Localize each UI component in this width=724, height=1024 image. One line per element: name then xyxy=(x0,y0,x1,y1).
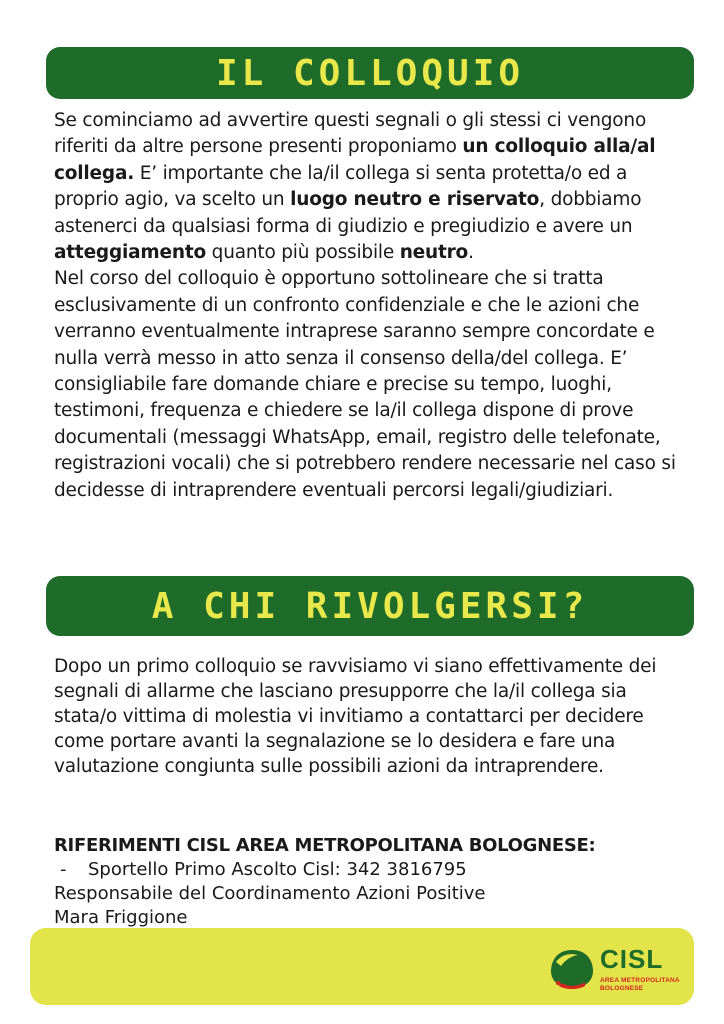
text-run: , dobbiamo astenerci da qualsiasi forma di giudizio e pregiudizio e avere un xyxy=(54,189,642,237)
bold-run: neutro xyxy=(399,242,469,264)
text-run: E’ importante che la/il collega si senta protetta/o ed a proprio agio, va scelto un xyxy=(54,162,628,211)
bold-run: un colloquio alla/al collega. xyxy=(54,136,656,184)
references-block xyxy=(54,834,694,930)
heading-text: A CHI RIVOLGERSI? xyxy=(151,585,589,627)
text-run: Se cominciamo ad avvertire questi segnali o gli stessi ci vengono riferiti da altre persone presenti proponiamo xyxy=(54,110,647,158)
logo-subtitle-line-2: BOLOGNESE xyxy=(600,985,644,992)
references-line-1 xyxy=(54,858,694,882)
heading-il-colloquio xyxy=(46,47,694,99)
paragraph-2: Nel corso del colloquio è opportuno sottolineare che si tratta esclusivamente di un confronto confidenziale e che le azioni che verranno eventualmente intraprese saranno sempre concordate e nulla verrà messo in atto senza il consenso della/del collega. E’ consigliabile fare domande chiare e precise su tempo, luoghi, testimoni, frequenza e chiedere se la/il collega dispone di prove documentali (messaggi WhatsApp, email, registro delle telefonate, registrazioni vocali) che si potrebbero rendere necessarie nel caso si decidesse di intraprendere eventuali percorsi legali/giudiziari. xyxy=(54,268,676,501)
section-colloquio-body xyxy=(54,108,694,504)
cisl-logo xyxy=(548,942,688,996)
sportello-phone: Sportello Primo Ascolto Cisl: 342 3816795 xyxy=(88,859,467,880)
references-title: RIFERIMENTI CISL AREA METROPOLITANA BOLOGNESE: xyxy=(54,835,596,856)
bold-run: luogo neutro e riservato xyxy=(290,189,540,211)
references-line-2: Responsabile del Coordinamento Azioni Positive xyxy=(54,883,486,904)
heading-a-chi-rivolgersi xyxy=(46,576,694,636)
paragraph-3: Dopo un primo colloquio se ravvisiamo vi siano effettivamente dei segnali di allarme che lasciano presupporre che la/il collega sia stata/o vittima di molestia vi invitiamo a contattarci per decidere come portare avanti la segnalazione se lo desidera e fare una valutazione congiunta sulle possibili azioni da intraprendere. xyxy=(54,656,657,777)
heading-text: IL COLLOQUIO xyxy=(215,52,525,94)
footer-bar xyxy=(30,928,694,1005)
references-line-3: Mara Friggione xyxy=(54,907,188,928)
paragraph-1 xyxy=(54,108,694,266)
cisl-emblem-icon xyxy=(548,942,596,992)
logo-wordmark: CISL xyxy=(600,944,664,974)
text-run: quanto più possibile xyxy=(205,242,400,264)
bold-run: atteggiamento xyxy=(54,242,206,264)
logo-subtitle-line-1: AREA METROPOLITANA xyxy=(600,977,680,984)
section-rivolgersi-body xyxy=(54,654,694,779)
text-run: . xyxy=(468,242,474,264)
dash-bullet: - xyxy=(60,859,67,880)
